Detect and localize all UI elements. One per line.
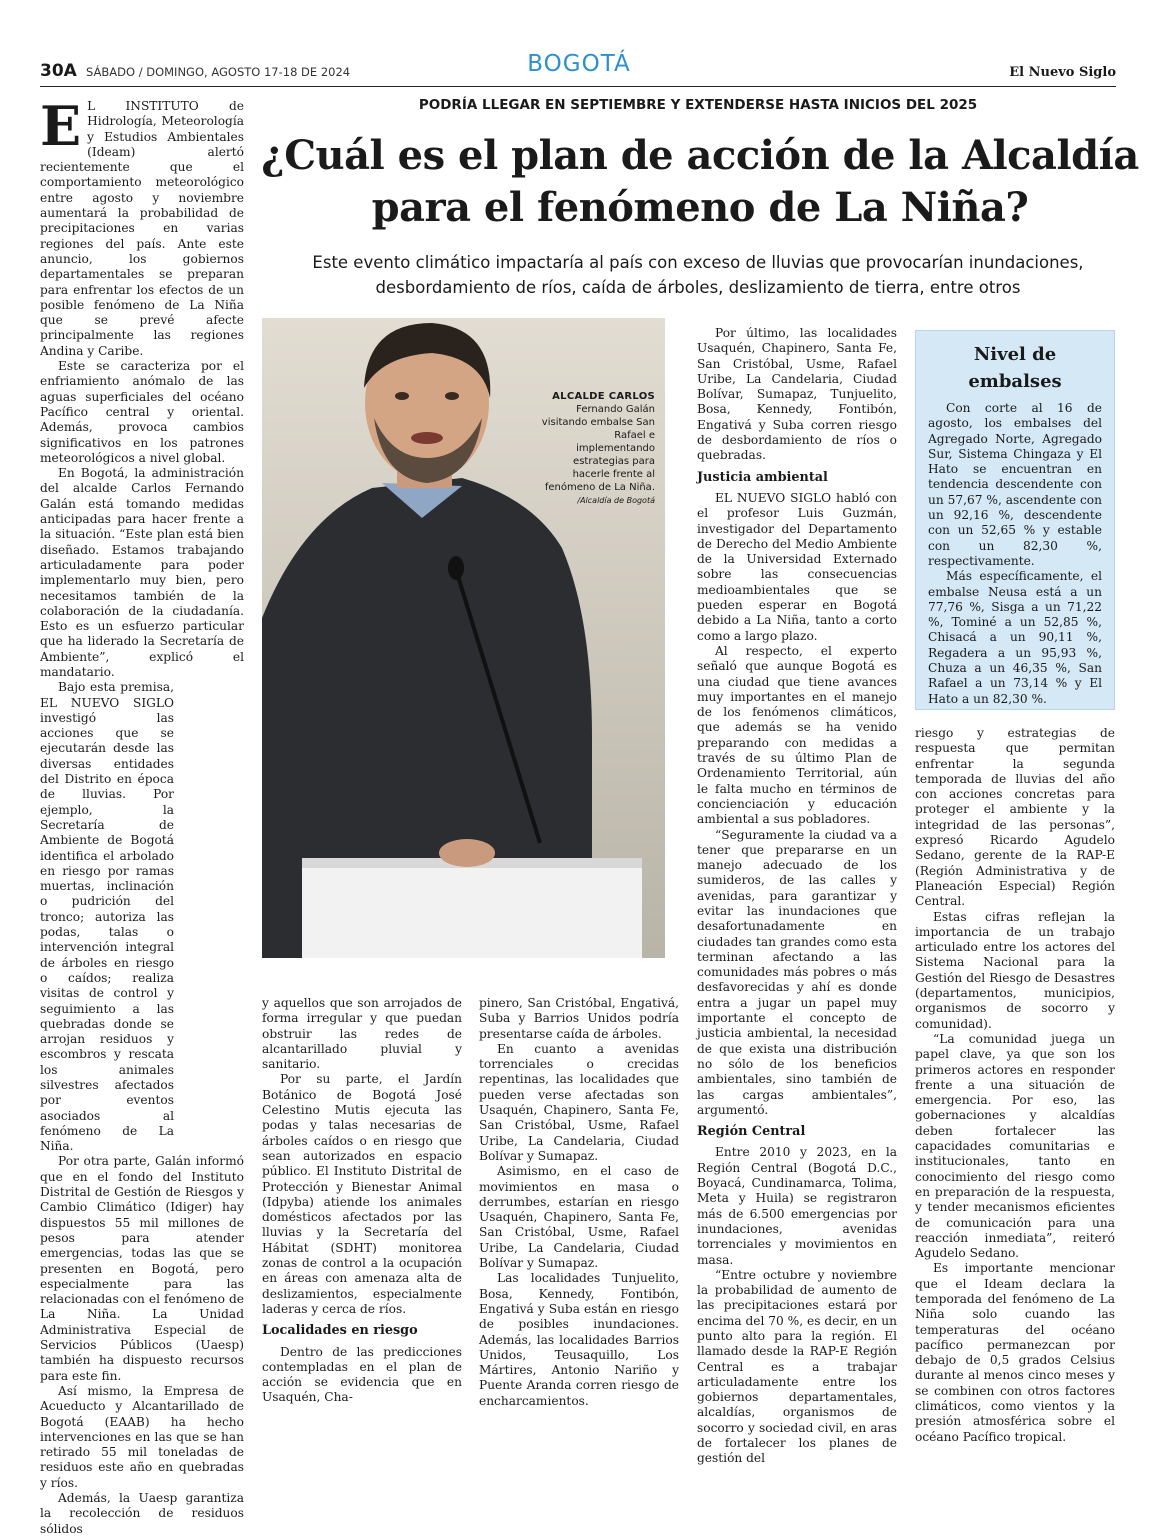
column-5 — [915, 726, 1115, 1444]
paragraph: EL NUEVO SIGLO habló con el profesor Luis Guzmán, investigador del Departamento de Derecho del Medio Ambiente de la Universidad Externado sobre las consecuencias medioambientales que se pueden esperar en Bogotá debido a La Niña, tanto a corto como a largo plazo. — [697, 490, 897, 643]
subhead-localidades: Localidades en riesgo — [262, 1323, 418, 1339]
column-2 — [262, 996, 462, 1406]
paragraph: Además, la Uaesp garantiza la recolección de residuos sólidos — [40, 1491, 244, 1536]
subhead-justicia: Justicia ambiental — [697, 469, 828, 485]
caption-text: Fernando Galán visitando embalse San Rafael e implementando estrategias para hacerle frente al fenómeno de La Niña. /Alcaldía de Bogotá — [541, 404, 655, 505]
column-4 — [697, 326, 897, 1466]
paragraph: En cuanto a avenidas torrenciales o crecidas repentinas, las localidades que pueden verse afectadas son Usaquén, Chapinero, Santa Fe, San Cristóbal, Usme, Rafael Uribe, La Candelaria, Ciudad Bolívar y Sumapaz. — [479, 1041, 679, 1163]
paragraph: Asimismo, en el caso de movimientos en masa o derrumbes, estarían en riesgo Usaquén, Chapinero, Santa Fe, San Cristóbal, Usme, Rafael Uribe, La Candelaria, Ciudad Bolívar y Sumapaz. — [479, 1164, 679, 1271]
caption-title: ALCALDE CARLOS — [552, 391, 655, 402]
paragraph: Por último, las localidades Usaquén, Chapinero, Santa Fe, San Cristóbal, Usme, Rafael Uribe, La Candelaria, Ciudad Bolívar, Sumapaz, Tunjuelito, Bosa, Kennedy, Fontibón, Engativá y Suba corren riesgo de desbordamiento de ríos o quebradas. — [697, 326, 897, 463]
sidebar-title-line-1: Nivel de — [973, 344, 1057, 365]
paragraph: Estas cifras reflejan la importancia de un trabajo articulado entre los actores del Sistema Nacional para la Gestión del Riesgo de Desastres (departamentos, municipios, organismos de socorro y comunidad). — [915, 909, 1115, 1031]
paragraph: pinero, San Cristóbal, Engativá, Suba y Barrios Unidos podría presentarse caída de árboles. — [479, 996, 679, 1041]
dek-line-1: Este evento climático impactaría al país con exceso de lluvias que provocarían inundaciones, — [312, 253, 1084, 272]
dek-line-2: desbordamiento de ríos, caída de árboles, deslizamiento de tierra, entre otros — [375, 278, 1021, 297]
paragraph: Bajo esta premisa, EL NUEVO SIGLO investigó las acciones que se ejecutarán desde las diversas entidades del Distrito en época de lluvias. Por ejemplo, la Secretaría de Ambiente de Bogotá identifica el arbolado en riesgo por ramas muertas, inclinación o pudrición del tronco; autoriza las podas, talas o intervención integral de árboles en riesgo o caídos; realiza visitas de control y seguimiento a las quebradas donde se arrojan residuos y escombros y rescata los animales silvestres afectados por eventos asociados al fenómeno de La Niña. — [40, 680, 174, 1154]
paragraph: “Seguramente la ciudad va a tener que prepararse en un manejo adecuado de los sumideros, de las calles y avenidas, para garantizar y evitar las inundaciones que desafortunadamente en ciudades tan grandes como esta terminan afectando a las comunidades más pobres o más desfavorecidas y ahí es donde entra a jugar un papel muy importante el concepto de justicia ambiental, la necesidad de que exista una distribución no sólo de los beneficios ambientales, sino también de las cargas ambientales”, argumentó. — [697, 827, 897, 1117]
paragraph: y aquellos que son arrojados de forma irregular y que puedan obstruir las redes de alcantarillado pluvial y sanitario. — [262, 996, 462, 1072]
issue-date: SÁBADO / DOMINGO, AGOSTO 17-18 DE 2024 — [86, 65, 351, 79]
paragraph: “Entre octubre y noviembre la probabilidad de aumento de las precipitaciones estará por encima del 70 %, es decir, en un punto alto para la región. El llamado desde la RAP-E Región Central es a trabajar articuladamente entre los gobiernos departamentales, alcaldías, organismos de socorro y sociedad civil, en aras de fortalecer los planes de gestión del — [697, 1267, 897, 1466]
section-title: BOGOTÁ — [527, 51, 631, 77]
headline-line-1: ¿Cuál es el plan de acción de la Alcaldía — [261, 132, 1139, 179]
column-1 — [40, 94, 244, 1536]
paragraph: Así mismo, la Empresa de Acueducto y Alcantarillado de Bogotá (EAAB) ha hecho intervenciones en las que se han retirado 55 mil toneladas de residuos este año en quebradas y ríos. — [40, 1383, 244, 1490]
photo-credit: /Alcaldía de Bogotá — [577, 496, 655, 505]
paragraph: Entre 2010 y 2023, en la Región Central (Bogotá D.C., Boyacá, Cundinamarca, Tolima, Meta y Huila) se registraron más de 6.500 emergencias por inundaciones, avenidas torrenciales y movimientos en masa. — [697, 1145, 897, 1267]
paragraph: “La comunidad juega un papel clave, ya que son los primeros actores en responder frente a una situación de emergencia. Por eso, las gobernaciones y alcaldías deben fortalecer las capacidades comunitarias e institucionales, tanto en conocimiento del riesgo como en preparación de la respuesta, y tender mecanismos eficientes de comunicación para una reacción inmediata”, reiteró Agudelo Sedano. — [915, 1031, 1115, 1261]
paragraph: Dentro de las predicciones contempladas en el plan de acción se evidencia que en Usaquén, Cha- — [262, 1344, 462, 1405]
paragraph: Por otra parte, Galán informó que en el fondo del Instituto Distrital de Gestión de Riesgos y Cambio Climático (Idiger) hay dispuestos 55 mil millones de pesos para atender emergencias, todas las que se presenten en Bogotá, pero especialmente para las relacionadas con el fenómeno de La Niña. La Unidad Administrativa Especial de Servicios Públicos (Uaesp) también ha dispuesto recursos para este fin. — [40, 1154, 244, 1383]
paragraph: Las localidades Tunjuelito, Bosa, Kennedy, Fontibón, Engativá y Suba están en riesgo de posibles inundaciones. Además, las localidades Barrios Unidos, Teusaquillo, Los Mártires, Antonio Nariño y Puente Aranda corren riesgo de encharcamientos. — [479, 1271, 679, 1408]
column-3 — [479, 996, 679, 1409]
paragraph: Es importante mencionar que el Ideam declara la temporada del fenómeno de La Niña solo cuando las temperaturas del océano pacífico permanezcan por debajo de 0,5 grados Celsius durante al menos cinco meses y se combinen con otros factores climáticos, como vientos y la presión atmosférica sobre el océano Pacífico tropical. — [915, 1261, 1115, 1444]
paragraph: Por su parte, el Jardín Botánico de Bogotá José Celestino Mutis ejecuta las podas y talas necesarias de árboles caídos o en riesgo que sean autorizados en espacio público. El Instituto Distrital de Protección y Bienestar Animal (Idpyba) atiende los animales domésticos afectados por las lluvias y la Secretaría del Hábitat (SDHT) monitorea zonas de control a la ocupación en áreas con amenaza alta de deslizamientos, especialmente laderas y cerca de ríos. — [262, 1072, 462, 1316]
paragraph: Con corte al 16 de agosto, los embalses del Agregado Norte, Agregado Sur, Sistema Chingaza y El Hato se encuentran en tendencia descendente con un 57,67 %, ascendente con un 92,16 %, descendente con un 52,65 % y estable con un 82,30 %, respectivamente. — [928, 401, 1102, 568]
paragraph: riesgo y estrategias de respuesta que permitan enfrentar la segunda temporada de lluvias del año con acciones concretas para proteger el ambiente y la integridad de las personas”, expresó Ricardo Agudelo Sedano, gerente de la RAP-E (Región Administrativa y de Planeación Especial) Región Central. — [915, 726, 1115, 909]
headline-line-2: para el fenómeno de La Niña? — [371, 184, 1029, 231]
drop-cap: E — [40, 94, 82, 158]
subhead-region: Región Central — [697, 1124, 806, 1140]
sidebar-title — [916, 341, 1114, 395]
paragraph: Al respecto, el experto señaló que aunque Bogotá es una ciudad que tiene avances muy importantes en el manejo de los fenómenos climáticos, que además se ha venido preparando con medidas a través de su último Plan de Ordenamiento Territorial, aún le falta mucho en términos de concienciación y educación ambiental a sus pobladores. — [697, 643, 897, 827]
paragraph: En Bogotá, la administración del alcalde Carlos Fernando Galán está tomando medidas anticipadas para hacer frente a la situación. “Este plan está bien diseñado. Estamos trabajando articuladamente para poder implementarlo muy bien, pero necesitamos también de la colaboración de la ciudadanía. Esto es un esfuerzo particular que ha liderado la Secretaría de Ambiente”, explicó el mandatario. — [40, 466, 244, 679]
sidebar-body — [928, 401, 1102, 707]
newspaper-logo: El Nuevo Siglo — [1009, 65, 1116, 80]
article-dek — [262, 250, 1134, 300]
header-rule — [40, 86, 1116, 87]
embalses-sidebar — [915, 330, 1115, 710]
photo-caption — [540, 390, 655, 507]
sidebar-title-line-2: embalses — [968, 371, 1062, 392]
paragraph: Este se caracteriza por el enfriamiento anómalo de las aguas superficiales del océano Pacífico central y oriental. Además, provoca cambios significativos en los patrones meteorológicos a nivel global. — [40, 359, 244, 465]
article-kicker: PODRÍA LLEGAR EN SEPTIEMBRE Y EXTENDERSE HASTA INICIOS DEL 2025 — [418, 97, 978, 113]
paragraph: E L INSTITUTO de Hidrología, Meteorología y Estudios Ambientales (Ideam) alertó recientemente que el comportamiento meteorológico entre agosto y noviembre aumentará la probabilidad de precipitaciones en varias regiones del país. Ante este anuncio, los gobiernos departamentales se preparan para enfrentar los efectos de un posible fenómeno de La Niña que se prevé afecte principalmente las regiones Andina y Caribe. — [40, 94, 244, 358]
paragraph: Más específicamente, el embalse Neusa está a un 77,76 %, Sisga a un 71,22 %, Tominé a un 52,85 %, Chisacá a un 90,11 %, Regadera a un 95,93 %, Chuza a un 46,35 %, San Rafael a un 73,14 % y El Hato a un 82,30 %. — [928, 569, 1102, 706]
article-headline — [250, 130, 1150, 234]
page-number: 30A — [40, 61, 77, 81]
